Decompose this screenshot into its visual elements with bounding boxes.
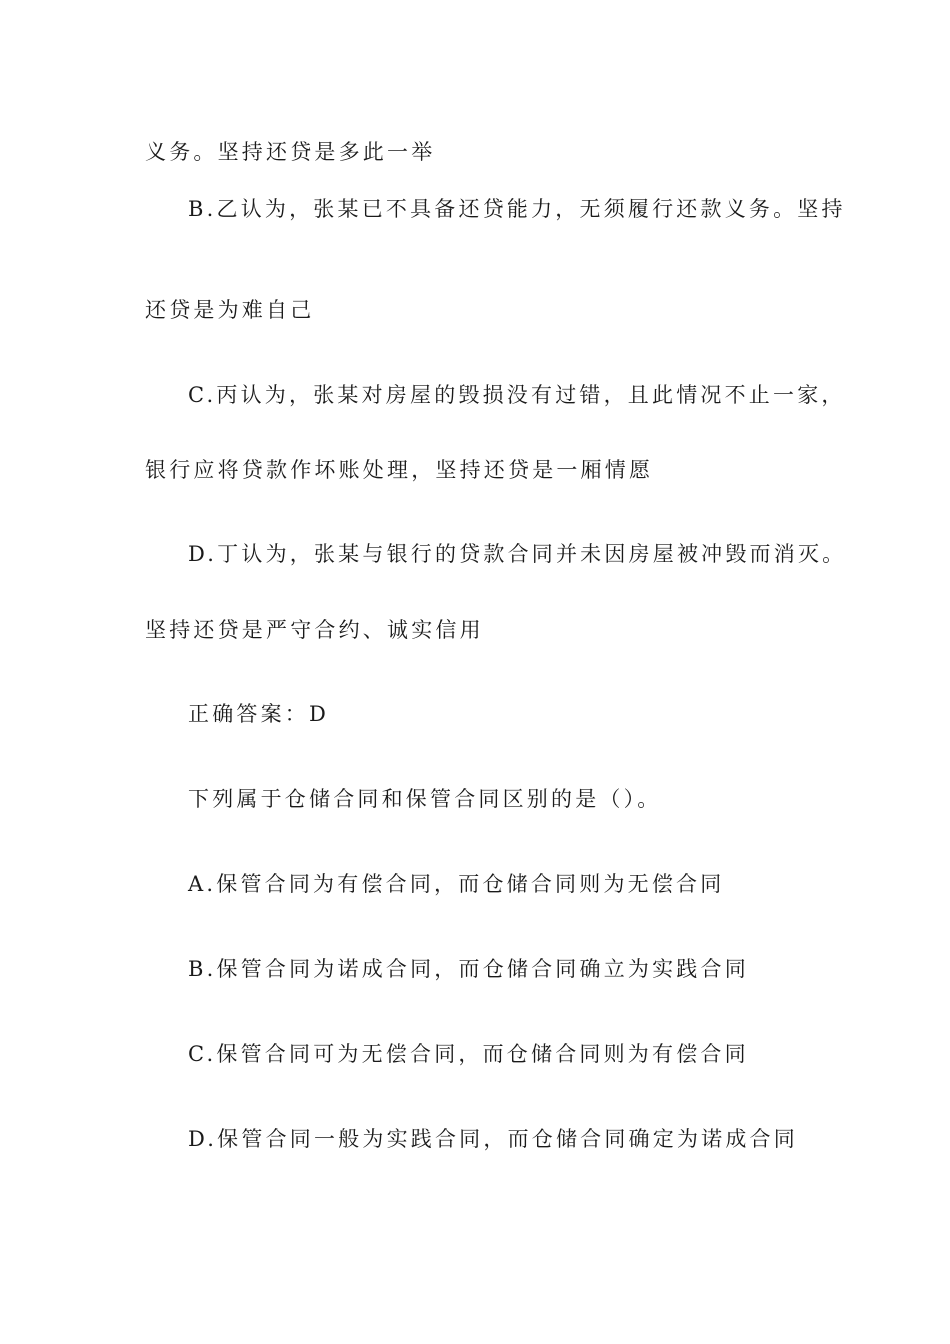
option-d-continuation: 坚持还贷是严守合约、诚实信用 — [145, 618, 484, 642]
option-d-line: D.丁认为，张某与银行的贷款合同并未因房屋被冲毁而消灭。 — [188, 542, 847, 566]
option-c: C.保管合同可为无偿合同，而仓储合同则为有偿合同 — [188, 1042, 749, 1066]
question-text: 下列属于仓储合同和保管合同区别的是（）。 — [188, 787, 662, 811]
option-b-line: B.乙认为，张某已不具备还贷能力，无须履行还款义务。坚持 — [188, 197, 846, 221]
option-c-continuation: 银行应将贷款作坏账处理，坚持还贷是一厢情愿 — [145, 458, 654, 482]
option-a: A.保管合同为有偿合同，而仓储合同则为无偿合同 — [188, 872, 725, 896]
text-line: 义务。坚持还贷是多此一举 — [145, 140, 436, 164]
option-c-line: C.丙认为，张某对房屋的毁损没有过错，且此情况不止一家， — [188, 383, 846, 407]
option-d: D.保管合同一般为实践合同，而仓储合同确定为诺成合同 — [188, 1127, 798, 1151]
correct-answer: 正确答案：D — [188, 702, 330, 726]
option-b-continuation: 还贷是为难自己 — [145, 298, 315, 322]
option-b: B.保管合同为诺成合同，而仓储合同确立为实践合同 — [188, 957, 749, 981]
